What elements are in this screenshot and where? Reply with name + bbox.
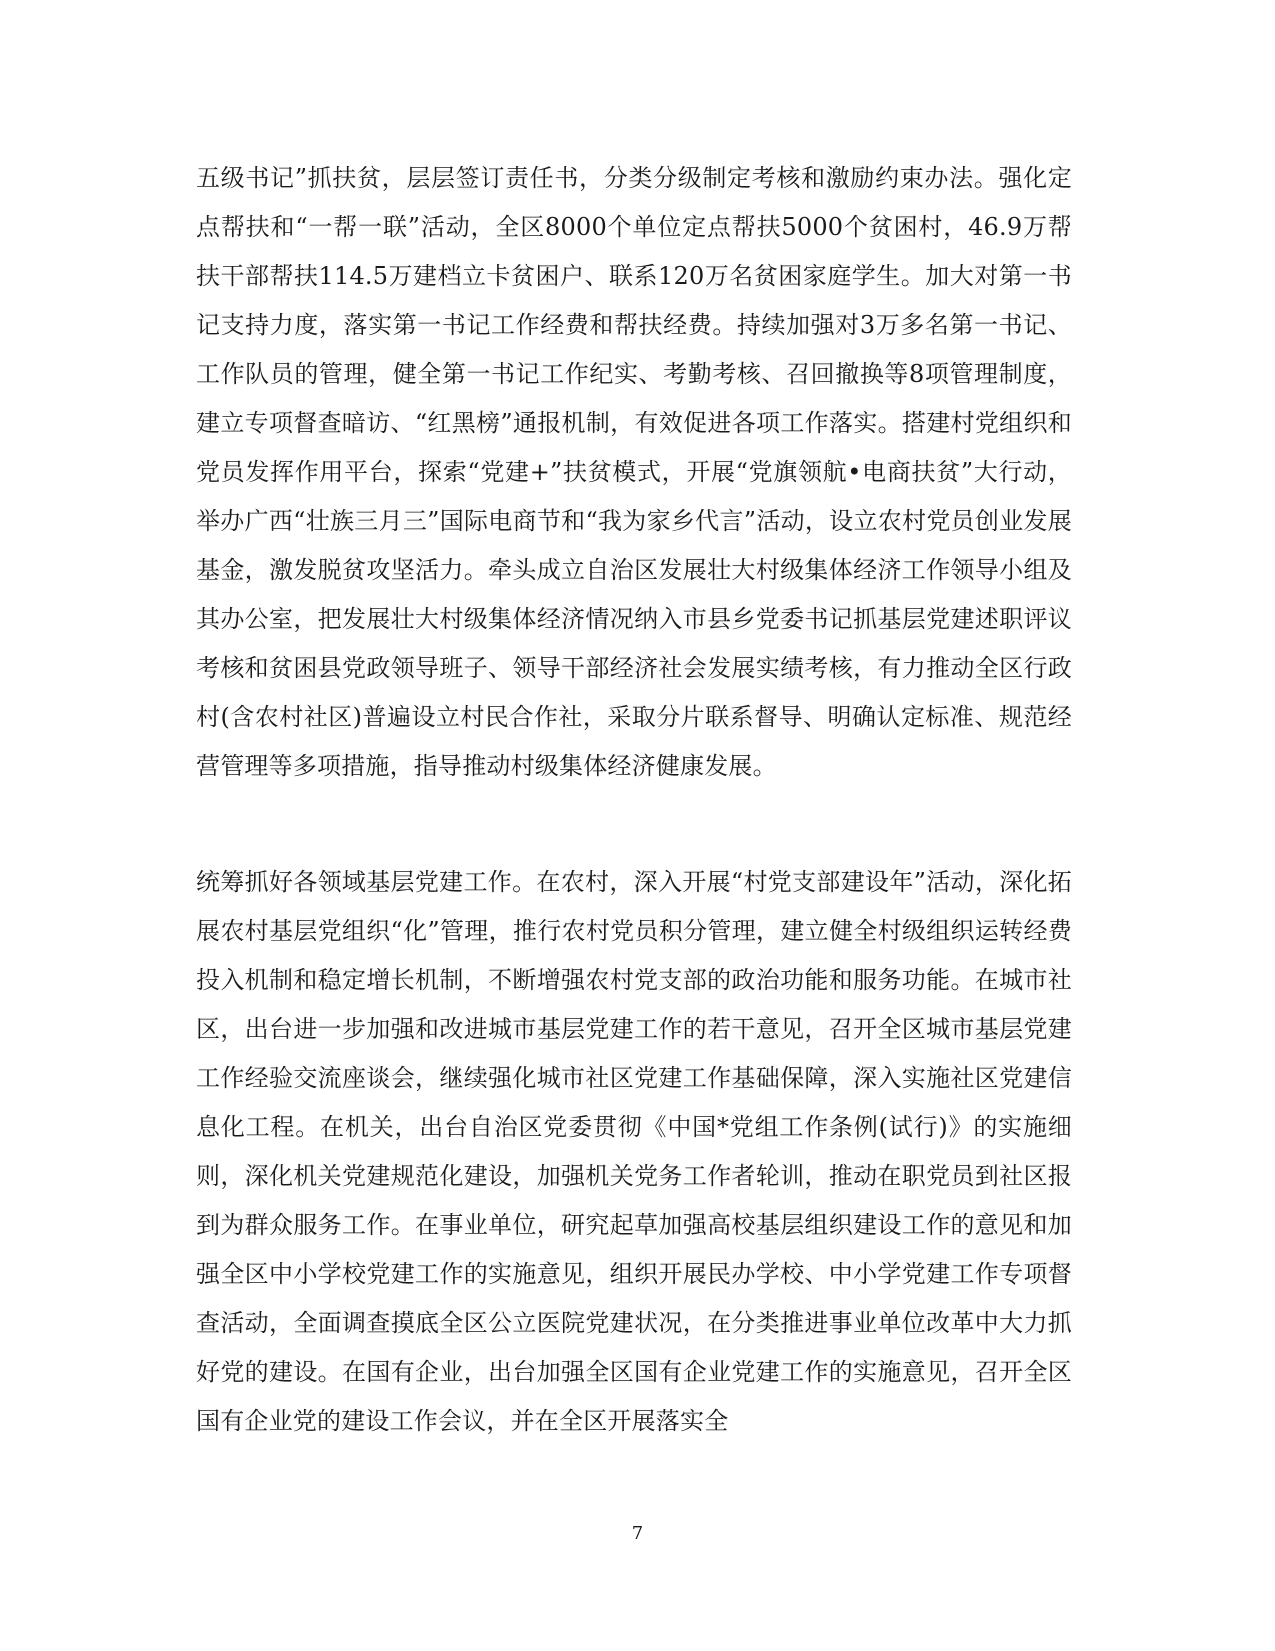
- body-paragraph: 五级书记”抓扶贫，层层签订责任书，分类分级制定考核和激励约束办法。强化定点帮扶和“一帮一联”活动，全区8000个单位定点帮扶5000个贫困村，46.9万帮扶干部帮扶114.5万建档立卡贫困户、联系120万名贫困家庭学生。加大对第一书记支持力度，落实第一书记工作经费和帮扶经费。持续加强对3万多名第一书记、工作队员的管理，健全第一书记工作纪实、考勤考核、召回撤换等8项管理制度，建立专项督查暗访、“红黑榜”通报机制，有效促进各项工作落实。搭建村党组织和党员发挥作用平台，探索“党建+”扶贫模式，开展“党旗领航•电商扶贫”大行动，举办广西“壮族三月三”国际电商节和“我为家乡代言”活动，设立农村党员创业发展基金，激发脱贫攻坚活力。牵头成立自治区发展壮大村级集体经济工作领导小组及其办公室，把发展壮大村级集体经济情况纳入市县乡党委书记抓基层党建述职评议考核和贫困县党政领导班子、领导干部经济社会发展实绩考核，有力推动全区行政村(含农村社区)普遍设立村民合作社，采取分片联系督导、明确认定标准、规范经营管理等多项措施，指导推动村级集体经济健康发展。: [196, 164, 1072, 780]
- page-number: 7: [631, 1523, 644, 1544]
- body-paragraph: 统筹抓好各领域基层党建工作。在农村，深入开展“村党支部建设年”活动，深化拓展农村基层党组织“化”管理，推行农村党员积分管理，建立健全村级组织运转经费投入机制和稳定增长机制，不断增强农村党支部的政治功能和服务功能。在城市社区，出台进一步加强和改进城市基层党建工作的若干意见，召开全区城市基层党建工作经验交流座谈会，继续强化城市社区党建工作基础保障，深入实施社区党建信息化工程。在机关，出台自治区党委贯彻《中国*党组工作条例(试行)》的实施细则，深化机关党建规范化建设，加强机关党务工作者轮训，推动在职党员到社区报到为群众服务工作。在事业单位，研究起草加强高校基层组织建设工作的意见和加强全区中小学校党建工作的实施意见，组织开展民办学校、中小学党建工作专项督查活动，全面调查摸底全区公立医院党建状况，在分类推进事业单位改革中大力抓好党的建设。在国有企业，出台加强全区国有企业党建工作的实施意见，召开全区国有企业党的建设工作会议，并在全区开展落实全: [196, 868, 1072, 1435]
